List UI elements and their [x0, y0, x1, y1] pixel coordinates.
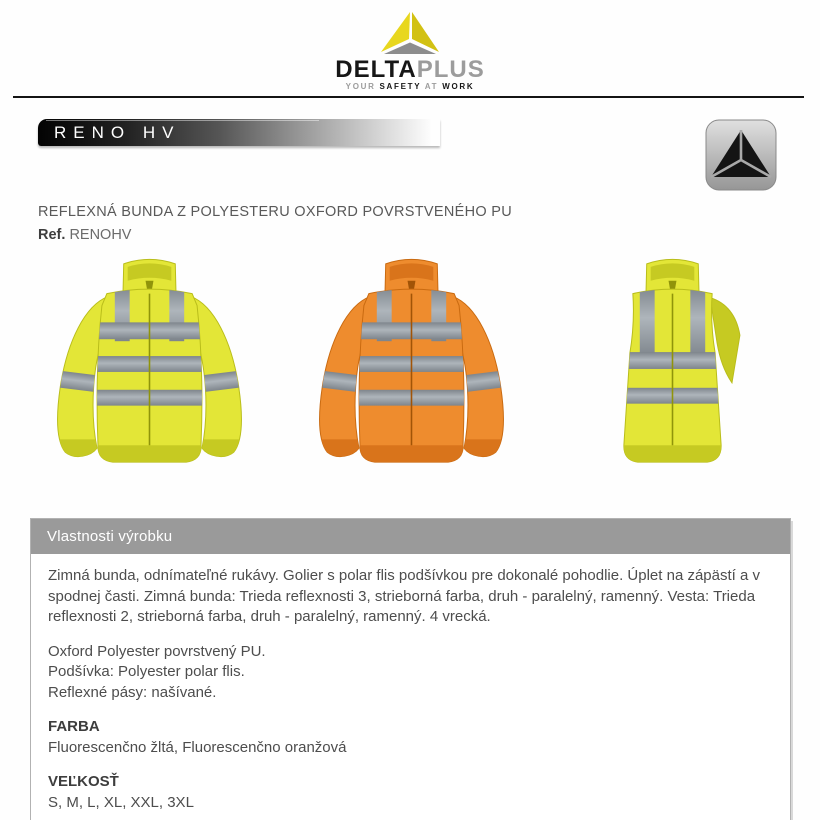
properties-body	[31, 554, 790, 820]
brand-tagline	[0, 82, 820, 91]
properties-panel	[30, 518, 791, 820]
color-label: FARBA	[48, 718, 100, 735]
product-photos	[32, 250, 790, 480]
brand-name-light: PLUS	[416, 56, 485, 83]
product-photo-yellow-jacket	[32, 250, 267, 478]
material-line: Podšívka: Polyester polar flis.	[48, 663, 245, 680]
header-divider	[13, 96, 804, 98]
product-heading: REFLEXNÁ BUNDA Z POLYESTERU OXFORD POVRSTVENÉHO PU	[38, 204, 512, 220]
material-line: Oxford Polyester povrstvený PU.	[48, 642, 266, 660]
brand-header	[0, 10, 820, 91]
delta-badge-icon	[705, 119, 777, 191]
product-title-bar	[38, 119, 440, 146]
brand-name-bold: DELTA	[335, 56, 417, 83]
ref-label: Ref.	[38, 227, 66, 243]
size-label: VEĽKOSŤ	[48, 773, 119, 790]
tagline-work: WORK	[442, 82, 475, 91]
material-line: Reflexné pásy: našívané.	[48, 683, 217, 701]
delta-pyramid-icon	[368, 10, 452, 58]
brand-wordmark	[0, 56, 820, 83]
properties-description: Zimná bunda, odnímateľné rukávy. Golier s polar flis podšívkou pre dokonalé pohodlie. Úplet na zápästí a v spodnej časti. Zimná bunda: Trieda reflexnosti 3, strieborná farba, druh - paralelný, ramenný. Vesta: Trieda reflexnosti 2, strieborná farba, druh - paralelný, ramenný. 4 vrecká.	[48, 567, 761, 625]
tagline-safety: SAFETY	[379, 82, 422, 91]
product-photo-orange-jacket	[294, 250, 529, 478]
color-value: Fluorescenčno žltá, Fluorescenčno oranžová	[48, 738, 347, 756]
product-photo-yellow-vest	[555, 250, 790, 478]
tagline-your: YOUR	[345, 82, 376, 91]
ref-value: RENOHV	[69, 227, 132, 243]
tagline-at: AT	[424, 82, 439, 91]
size-value: S, M, L, XL, XXL, 3XL	[48, 793, 194, 811]
ref-line	[38, 227, 131, 243]
properties-header: Vlastnosti výrobku	[31, 519, 790, 554]
page-title: RENO HV	[54, 123, 181, 142]
